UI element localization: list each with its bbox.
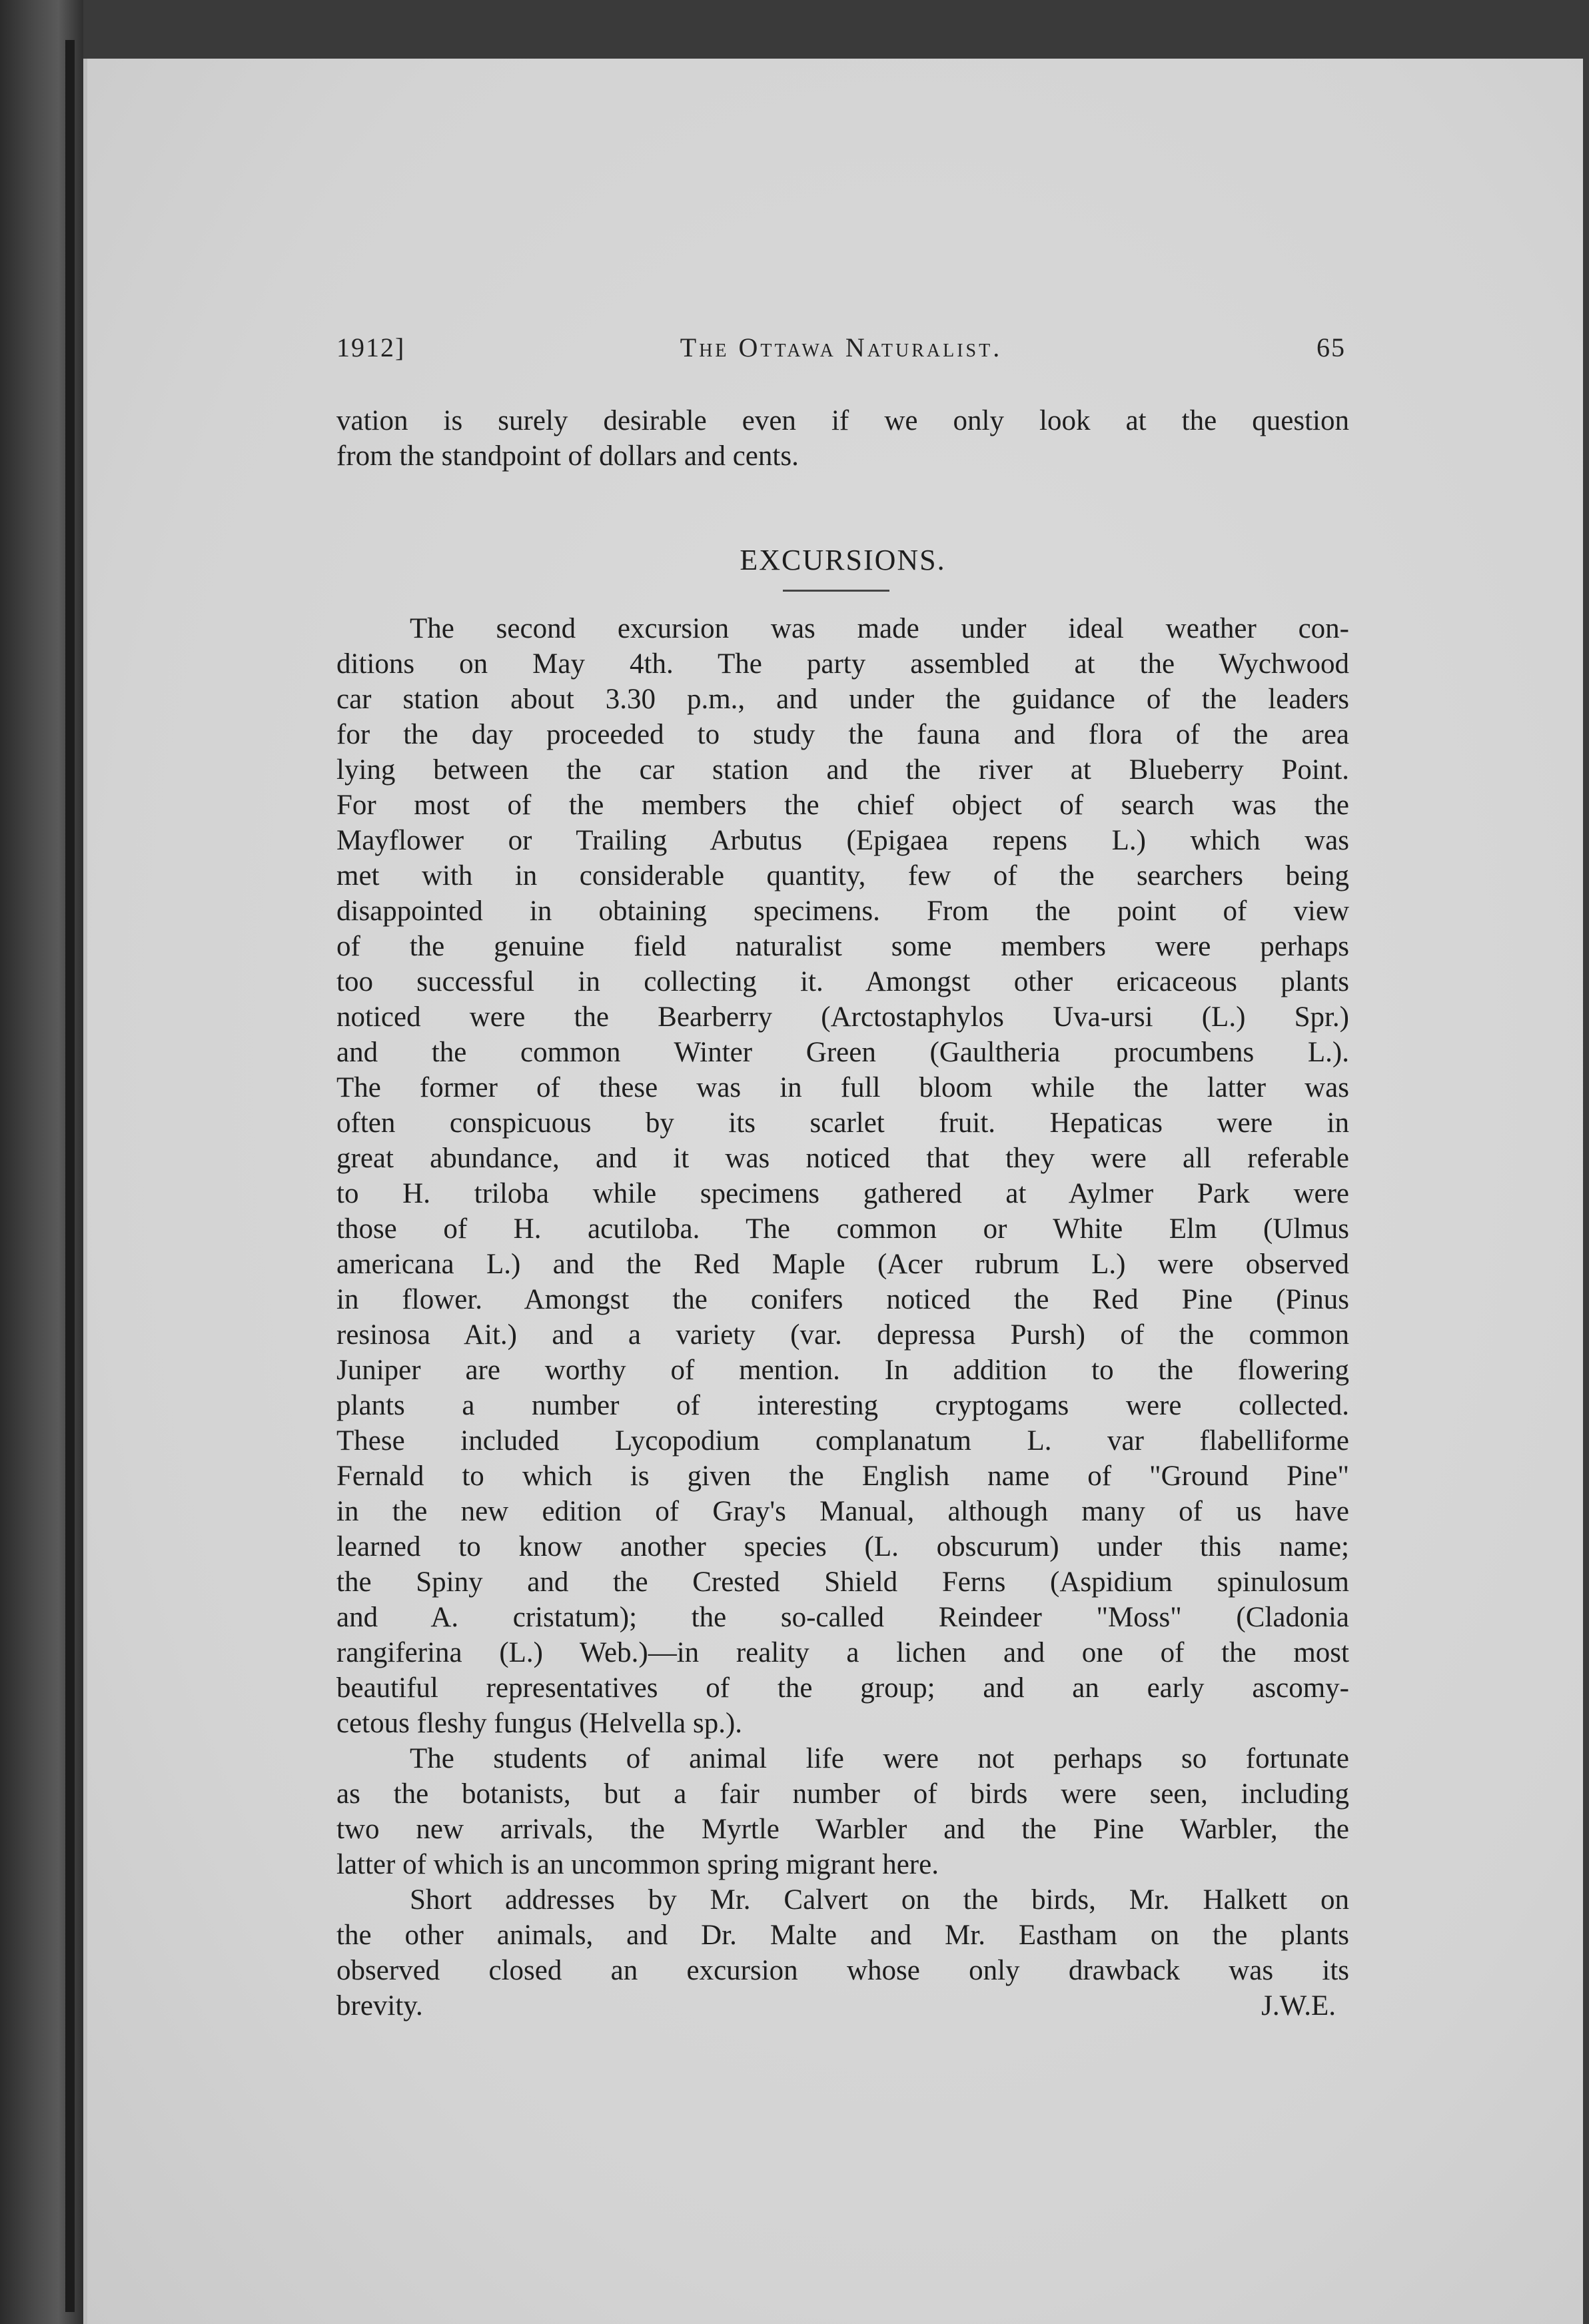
article-line: and the common Winter Green (Gaultheria procumbens L.). (336, 1037, 1349, 1068)
article-line: car station about 3.30 p.m., and under the guidance of the leaders (336, 684, 1349, 715)
article-line: resinosa Ait.) and a variety (var. depressa Pursh) of the common (336, 1319, 1349, 1351)
intro-line: vation is surely desirable even if we only look at the question (336, 405, 1349, 436)
article-line: beautiful representatives of the group; and an early ascomy- (336, 1672, 1349, 1704)
article-line: too successful in collecting it. Amongst other ericaceous plants (336, 966, 1349, 997)
article-line: in flower. Amongst the conifers noticed the Red Pine (Pinus (336, 1284, 1349, 1315)
article-line: ditions on May 4th. The party assembled at the Wychwood (336, 648, 1349, 680)
article-line: learned to know another species (L. obscurum) under this name; (336, 1531, 1349, 1562)
article-line: as the botanists, but a fair number of birds were seen, including (336, 1778, 1349, 1810)
article-line: cetous fleshy fungus (Helvella sp.). (336, 1708, 743, 1739)
intro-paragraph (336, 403, 1349, 474)
article-line: noticed were the Bearberry (Arctostaphylos Uva-ursi (L.) Spr.) (336, 1001, 1349, 1033)
article-line: met with in considerable quantity, few of the searchers being (336, 860, 1349, 891)
article-line: to H. triloba while specimens gathered at Aylmer Park were (336, 1178, 1349, 1209)
running-head (336, 332, 1346, 372)
section-heading: EXCURSIONS. (740, 544, 946, 576)
article-line: great abundance, and it was noticed that they were all referable (336, 1143, 1349, 1174)
heading-rule (783, 590, 889, 592)
author-signature: J.W.E. (1261, 1990, 1336, 2022)
article-line: often conspicuous by its scarlet fruit. Hepaticas were in (336, 1107, 1349, 1139)
binding-edge (65, 40, 75, 2312)
article-line: the other animals, and Dr. Malte and Mr. Eastham on the plants (336, 1920, 1349, 1951)
article-line: two new arrivals, the Myrtle Warbler and the Pine Warbler, the (336, 1814, 1349, 1845)
article-line: the Spiny and the Crested Shield Ferns (Aspidium spinulosum (336, 1566, 1349, 1598)
article-line: disappointed in obtaining specimens. From the point of view (336, 895, 1349, 927)
article-line: Short addresses by Mr. Calvert on the birds, Mr. Halkett on (410, 1884, 1349, 1916)
closing-line (336, 1988, 1349, 2024)
article-line: observed closed an excursion whose only drawback was its (336, 1955, 1349, 1986)
article-line: The students of animal life were not perhaps so fortunate (410, 1743, 1349, 1774)
article-line: of the genuine field naturalist some members were perhaps (336, 931, 1349, 962)
page-number: 65 (1317, 332, 1346, 362)
article-line: These included Lycopodium complanatum L. var flabelliforme (336, 1425, 1349, 1456)
article-line: latter of which is an uncommon spring migrant here. (336, 1849, 939, 1880)
article-line: lying between the car station and the river at Blueberry Point. (336, 754, 1349, 786)
article-line: rangiferina (L.) Web.)—in reality a lichen and one of the most (336, 1637, 1349, 1668)
running-head-year: 1912] (336, 332, 406, 362)
article-body (336, 611, 1349, 2024)
article-line: brevity. (336, 1990, 423, 2022)
article-line: for the day proceeded to study the fauna and flora of the area (336, 719, 1349, 750)
article-line: those of H. acutiloba. The common or White Elm (Ulmus (336, 1213, 1349, 1245)
article-line: Juniper are worthy of mention. In addition to the flowering (336, 1355, 1349, 1386)
article-line: Mayflower or Trailing Arbutus (Epigaea repens L.) which was (336, 825, 1349, 856)
intro-line: from the standpoint of dollars and cents. (336, 440, 799, 472)
article-line: The former of these was in full bloom while the latter was (336, 1072, 1349, 1103)
article-line: plants a number of interesting cryptogams were collected. (336, 1390, 1349, 1421)
article-line: Fernald to which is given the English name of "Ground Pine" (336, 1460, 1349, 1492)
article-line: in the new edition of Gray's Manual, although many of us have (336, 1496, 1349, 1527)
article-line: and A. cristatum); the so-called Reindeer "Moss" (Cladonia (336, 1602, 1349, 1633)
article-line: The second excursion was made under ideal weather con- (410, 613, 1349, 644)
running-head-title: The Ottawa Naturalist. (680, 332, 1003, 362)
article-line: For most of the members the chief object of search was the (336, 790, 1349, 821)
article-line: americana L.) and the Red Maple (Acer rubrum L.) were observed (336, 1249, 1349, 1280)
